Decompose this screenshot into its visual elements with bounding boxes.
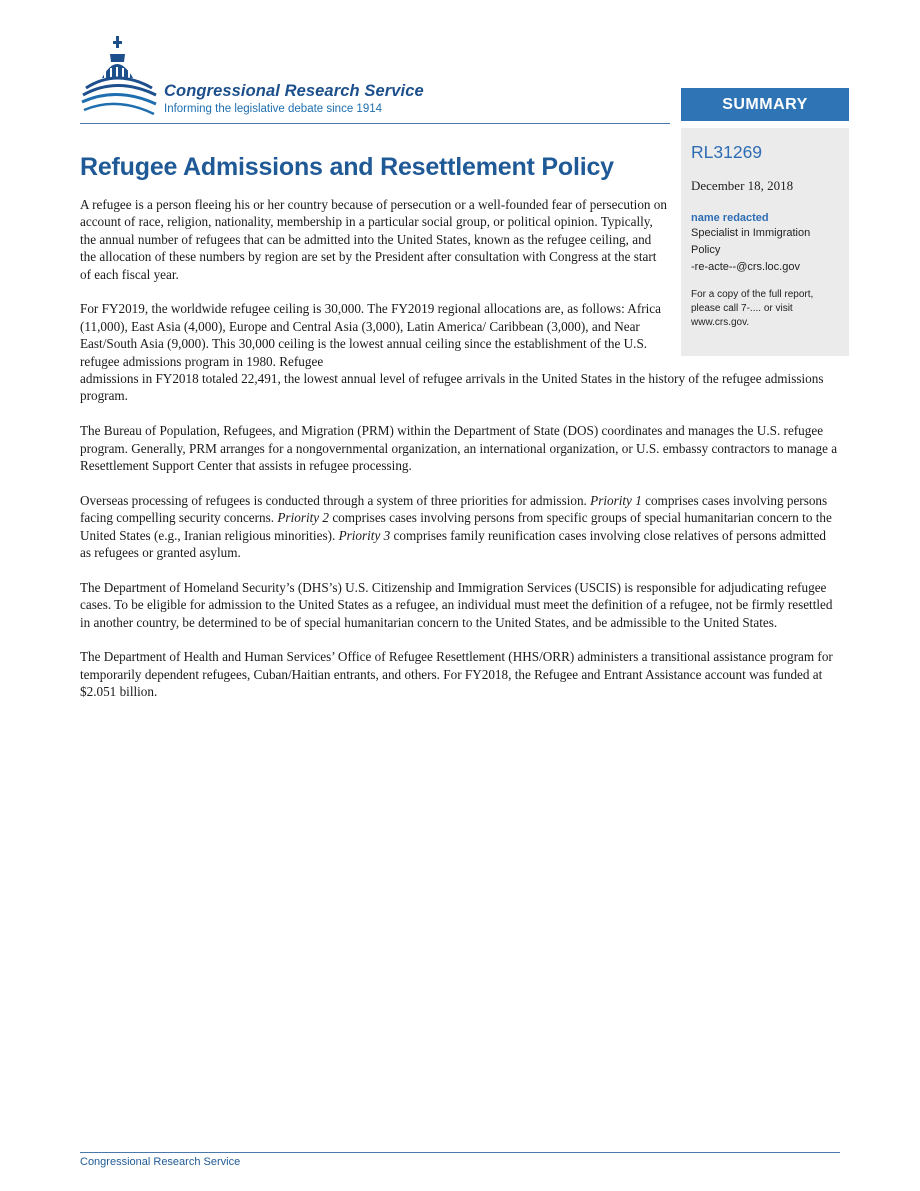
priorities-text-d: comprises family reunification cases involving close relatives of persons admitted as refugees or granted asylum. (80, 527, 827, 561)
copy-note-line2: please call 7-.... or visit (691, 303, 793, 314)
copy-note-link[interactable]: www.crs.gov. (691, 317, 750, 328)
paragraph-fy2019-ceiling (80, 300, 840, 404)
author-role-line2: Policy (691, 244, 721, 256)
priority-3-term: Priority 3 (338, 527, 391, 543)
crs-logo (80, 32, 480, 124)
author-name: name redacted (691, 212, 769, 224)
page-title: Refugee Admissions and Resettlement Policy (80, 153, 614, 181)
footer-divider (80, 1152, 840, 1153)
priority-2-term: Priority 2 (277, 510, 330, 526)
paragraph-priorities (80, 492, 840, 562)
paragraph-uscis: The Department of Homeland Security’s (DHS’s) U.S. Citizenship and Immigration Services (USCIS) is responsible for adjudicating refugee cases. To be eligible for admission to the United States as a refugee, an individual must meet the definition of a refugee, not be firmly resettled in another country, be determined to be of special humanitarian concern to the United States, and be admissible to the United States. (80, 579, 833, 630)
report-id: RL31269 (691, 142, 763, 162)
author-email: -re-acte--@crs.loc.gov (691, 261, 800, 273)
footer-org-name: Congressional Research Service (80, 1156, 241, 1168)
header-divider (80, 123, 670, 124)
paragraph-prm: The Bureau of Population, Refugees, and Migration (PRM) within the Department of State (DOS) coordinates and manages the U.S. refugee program. Generally, PRM arranges for a nongovernmental organization, an international organization, or U.S. embassy contractors to manage a Resettlement Support Center that assists in refugee processing. (80, 423, 838, 474)
paragraph-refugee-definition: A refugee is a person fleeing his or her country because of persecution or a well-founded fear of persecution on account of race, religion, nationality, membership in a particular social group, or political opinion. Typically, the annual number of refugees that can be admitted into the United States, known as the refugee ceiling, and the allocation of these numbers by region are set by the President after consultation with Congress at the start of each fiscal year. (80, 197, 667, 282)
summary-tab: SUMMARY (681, 88, 849, 121)
org-tagline: Informing the legislative debate since 1914 (164, 103, 383, 115)
priorities-text-c: comprises cases involving persons from specific groups of special humanitarian concern to the United States (e.g., Iranian religious minorities). (80, 510, 832, 543)
priorities-text-a: Overseas processing of refugees is conducted through a system of three priorities for admission. (80, 492, 591, 508)
summary-body (80, 196, 840, 718)
org-name: Congressional Research Service (164, 82, 424, 100)
paragraph-orr: The Department of Health and Human Services’ Office of Refugee Resettlement (HHS/ORR) administers a transitional assistance program for temporarily dependent refugees, Cuban/Haitian entrants, and others. For FY2018, the Refugee and Entrant Assistance account was funded at $2.051 billion. (80, 649, 833, 700)
capitol-dome-icon (80, 32, 160, 122)
author-role-line1: Specialist in Immigration (691, 227, 811, 239)
report-date: December 18, 2018 (691, 178, 794, 193)
copy-note-line1: For a copy of the full report, (691, 289, 814, 300)
paragraph-fy2019-ceiling-part2: admissions in FY2018 totaled 22,491, the lowest annual level of refugee arrivals in the United States in the history of the refugee admissions program. (80, 371, 824, 404)
priorities-text-b: comprises cases involving persons facing compelling security concerns. (80, 492, 828, 526)
priority-1-term: Priority 1 (590, 492, 642, 508)
paragraph-fy2019-ceiling-part1: For FY2019, the worldwide refugee ceiling is 30,000. The FY2019 regional allocations are, as follows: Africa (11,000), East Asia (4,000), Europe and Central Asia (3,000), Latin America/ Caribbean (3,000), and Near East/South Asia (9,000). This 30,000 ceiling is the lowest annual ceiling since the establishment of the U.S. refugee admissions program in 1980. Refugee (80, 301, 661, 369)
